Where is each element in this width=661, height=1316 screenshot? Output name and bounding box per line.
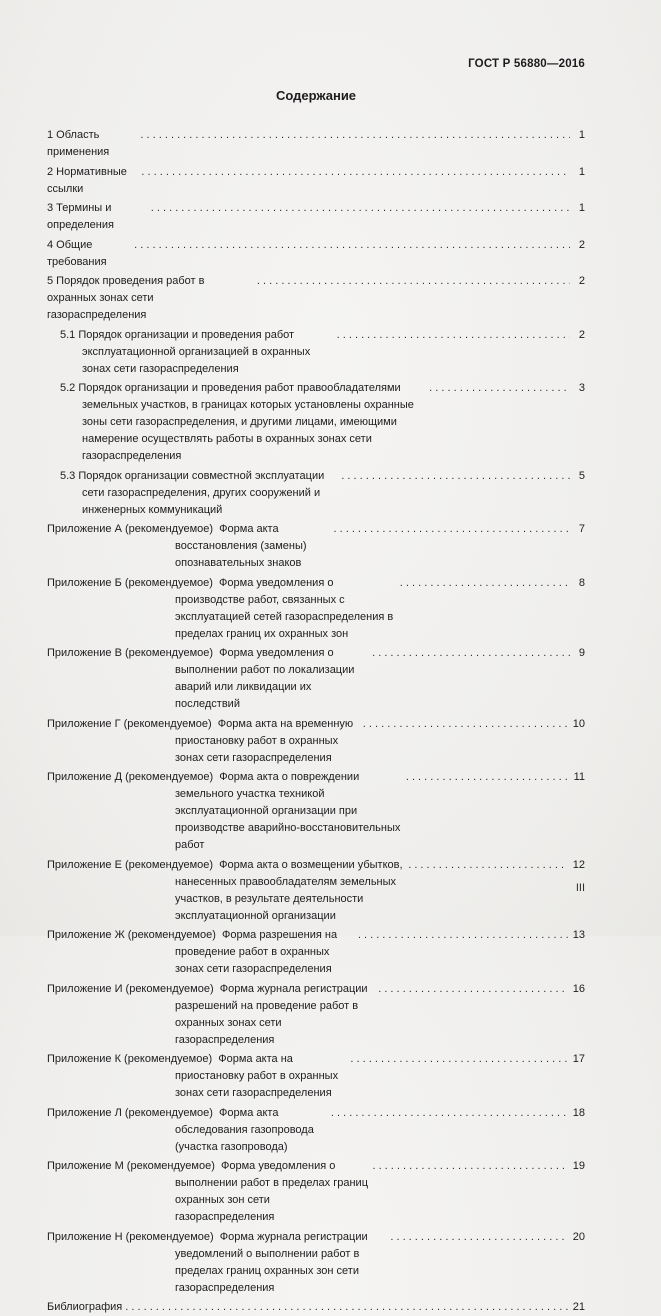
toc-entry-page-number: 1 [578, 202, 585, 214]
toc-entry [60, 468, 585, 519]
dot-leader [363, 716, 568, 733]
toc-entry [47, 200, 585, 234]
toc-entry-page-number: 21 [572, 1301, 585, 1313]
toc-entry-page-number: 10 [572, 717, 585, 730]
toc-entry-label: Приложение Н (рекомендуемое) Форма журнала регистрации уведомлений о выполнении работ в пределах границ охранных зон сети газораспределения [47, 1230, 371, 1294]
toc-list [47, 127, 585, 1316]
dot-leader [390, 1229, 567, 1246]
toc-entry [47, 1105, 585, 1156]
toc-entry [47, 645, 585, 713]
toc-entry-page-number: 1 [578, 165, 585, 178]
toc-entry-label: 3 Термины и определения [47, 202, 115, 231]
dot-leader [257, 273, 570, 290]
toc-entry [47, 521, 585, 572]
toc-entry-page-number: 3 [578, 382, 585, 394]
toc-entry-page-number: 8 [578, 576, 585, 589]
dot-leader [337, 327, 570, 344]
dot-leader [408, 857, 568, 874]
page-folio: III [575, 882, 585, 894]
toc-entry-page-number: 19 [572, 1160, 585, 1172]
toc-entry-label: 4 Общие требования [47, 238, 107, 268]
toc-entry [47, 981, 585, 1049]
toc-entry [47, 575, 585, 643]
toc-entry-label: 5.2 Порядок организации и проведения работ правообладателями земельных участков, в границах которых установлены охранные зоны сети газораспределения, и другими лицами, имеющими намерение осуществлять работы в охранных зонах сети газораспределения [60, 382, 417, 462]
dot-leader [331, 1105, 568, 1122]
toc-entry-label: 1 Область применения [47, 129, 110, 158]
toc-entry-page-number: 2 [578, 328, 585, 341]
toc-entry-page-number: 18 [572, 1106, 585, 1119]
toc-entry-label: Приложение Ж (рекомендуемое) Форма разрешения на проведение работ в охранных зонах сети газораспределения [47, 929, 341, 975]
toc-entry-page-number: 1 [578, 129, 585, 141]
toc-entry-label: Приложение И (рекомендуемое) Форма журнала регистрации разрешений на проведение работ в охранных зонах сети газораспределения [47, 982, 371, 1046]
toc-entry-label: Приложение К (рекомендуемое) Форма акта на приостановку работ в охранных зонах сети газораспределения [47, 1053, 342, 1099]
toc-entry-label: 2 Нормативные ссылки [47, 165, 130, 195]
toc-entry [47, 127, 585, 161]
toc-entry [47, 1158, 585, 1226]
toc-entry-label: 5 Порядок проведения работ в охранных зонах сети газораспределения [47, 275, 208, 321]
toc-entry-label: Приложение Д (рекомендуемое) Форма акта о повреждении земельного участка техникой эксплуатационной организации при производстве аварийно-восстановительных работ [47, 771, 404, 851]
doc-code: ГОСТ Р 56880—2016 [468, 58, 585, 70]
toc-entry-page-number: 12 [572, 858, 585, 871]
toc-entry-label: Приложение М (рекомендуемое) Форма уведомления о выполнении работ в пределах границ охранных зон сети газораспределения [47, 1160, 372, 1223]
toc-entry [47, 1229, 585, 1297]
toc-entry-page-number: 20 [572, 1230, 585, 1243]
toc-entry [60, 380, 585, 465]
toc-entry-page-number: 7 [578, 523, 585, 535]
toc-entry [47, 857, 585, 925]
dot-leader [429, 380, 570, 397]
toc-entry-label: 5.3 Порядок организации совместной эксплуатации сети газораспределения, других сооружений и инженерных коммуникаций [60, 469, 328, 516]
toc-entry-label: Приложение Л (рекомендуемое) Форма акта обследования газопровода (участка газопровода) [47, 1106, 317, 1153]
toc-entry-page-number: 16 [572, 982, 585, 995]
dot-leader [140, 127, 570, 144]
toc-entry-label: Библиография [47, 1301, 123, 1313]
dot-leader [372, 645, 570, 662]
toc-entry [47, 1051, 585, 1102]
dot-leader [341, 468, 570, 485]
toc-entry-page-number: 2 [578, 238, 585, 251]
toc-entry-label: Приложение А (рекомендуемое) Форма акта восстановления (замены) опознавательных знаков [47, 523, 310, 569]
toc-entry [60, 327, 585, 378]
dot-leader [151, 200, 570, 217]
dot-leader [134, 237, 570, 254]
toc-entry-page-number: 11 [573, 771, 585, 783]
dot-leader [406, 769, 569, 786]
toc-entry-page-number: 17 [572, 1053, 585, 1065]
toc-entry-label: Приложение В (рекомендуемое) Форма уведомления о выполнении работ по локализации аварий или ликвидации их последствий [47, 647, 358, 710]
toc-entry-label: 5.1 Порядок организации и проведения работ эксплуатационной организацией в охранных зонах сети газораспределения [60, 328, 314, 375]
page-title: Содержание [275, 88, 357, 103]
toc-entry-label: Приложение Б (рекомендуемое) Форма уведомления о производстве работ, связанных с эксплуатацией сетей газораспределения в пределах границ их охранных зон [47, 576, 397, 640]
dot-leader [141, 164, 570, 181]
toc-entry-page-number: 13 [572, 929, 585, 941]
toc-entry-label: Приложение Е (рекомендуемое) Форма акта о возмещении убытков, нанесенных правообладателям земельных участков, в результате деятельности эксплуатационной организации [47, 858, 406, 922]
dot-leader [378, 981, 568, 998]
toc-entry [47, 237, 585, 271]
toc-entry-page-number: 9 [578, 647, 585, 659]
dot-leader [372, 1158, 567, 1175]
dot-leader [125, 1299, 568, 1316]
toc-entry [47, 1299, 585, 1316]
toc-entry-page-number: 2 [578, 275, 585, 287]
toc-entry-label: Приложение Г (рекомендуемое) Форма акта на временную приостановку работ в охранных зонах сети газораспределения [47, 717, 357, 764]
toc-entry [47, 927, 585, 978]
dot-leader [333, 521, 570, 538]
dot-leader [350, 1051, 567, 1068]
toc-entry [47, 769, 585, 854]
toc-entry [47, 164, 585, 198]
toc-entry [47, 716, 585, 767]
dot-leader [400, 575, 570, 592]
toc-entry-page-number: 5 [578, 469, 585, 482]
toc-entry [47, 273, 585, 324]
